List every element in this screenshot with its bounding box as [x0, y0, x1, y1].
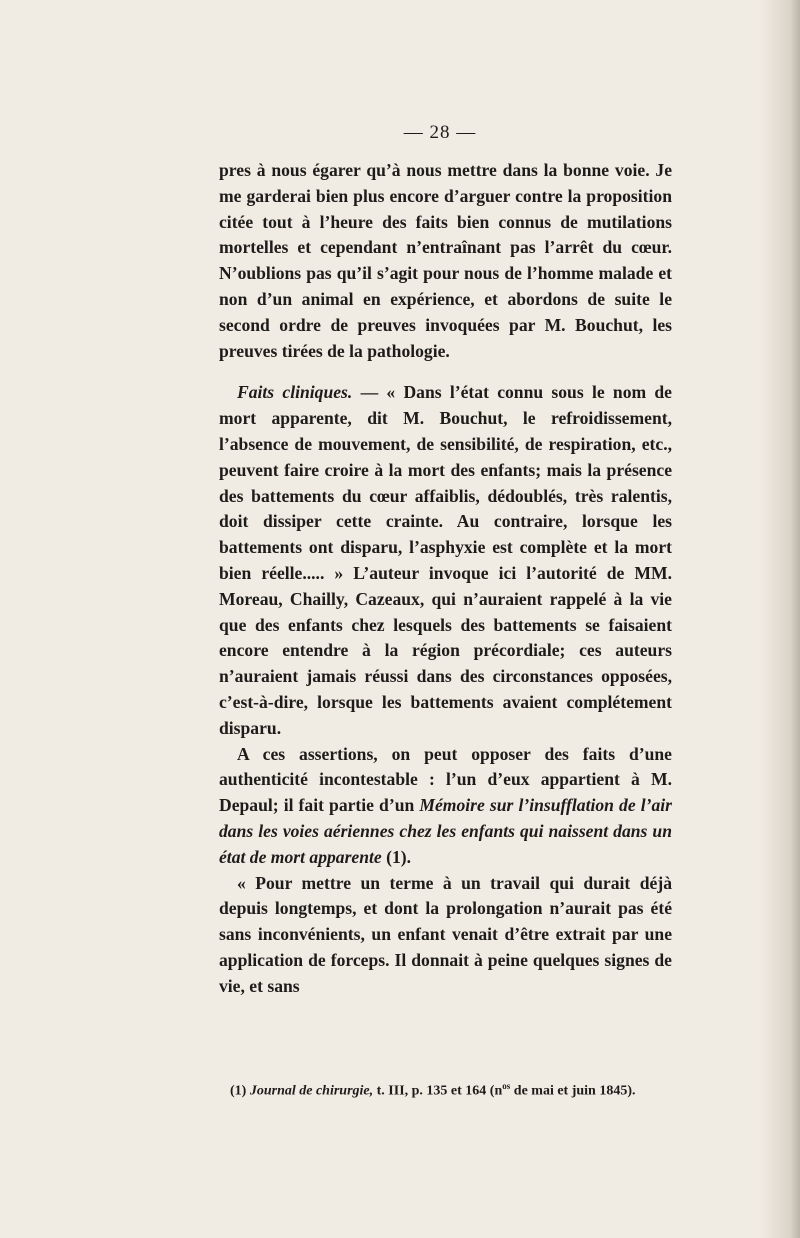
footnote-marker: (1): [230, 1083, 247, 1099]
body-text: [219, 158, 672, 1000]
section-heading-faits-cliniques: Faits cliniques.: [237, 382, 353, 403]
footnote-superscript: os: [502, 1081, 511, 1091]
paragraph-1: [219, 158, 672, 364]
paragraph-3-text-b: (1).: [381, 846, 412, 867]
paragraph-4-text: « Pour mettre un terme à un travail qui durait déjà depuis longtemps, et dont la prolongation n’aurait pas été sans inconvénients, un enfant venait d’être extrait par une application de forceps. Il donnait à peine quelques signes de vie, et sans: [219, 872, 672, 996]
paragraph-3: [219, 742, 672, 871]
footnote: [230, 1081, 690, 1100]
page-number: — 28 —: [403, 122, 477, 143]
footnote-details-b: de mai et juin 1845).: [510, 1083, 636, 1099]
footnote-details-a: t. III, p. 135 et 164 (n: [373, 1083, 503, 1099]
paragraph-4: [219, 871, 672, 1000]
memoire-title: Mémoire sur l’insufflation de l’air dans les voies aériennes chez les enfants qui naissent dans un état de mort apparente: [219, 795, 672, 867]
footnote-journal: Journal de chirurgie,: [249, 1083, 374, 1099]
paragraph-2-text: — « Dans l’état connu sous le nom de mort apparente, dit M. Bouchut, le refroidissement, l’absence de mouvement, de sensibilité, de respiration, etc., peuvent faire croire à la mort des enfants; mais la présence des battements du cœur affaiblis, dédoublés, très ralentis, doit dissiper cette crainte. Au contraire, lorsque les battements ont disparu, l’asphyxie est complète et la mort bien réelle..... » L’auteur invoque ici l’autorité de MM. Moreau, Chailly, Cazeaux, qui n’auraient rappelé à la vie que des enfants chez lesquels des battements se faisaient encore entendre à la région précordiale; ces auteurs n’auraient jamais réussi dans des circonstances opposées, c’est-à-dire, lorsque les battements avaient complétement disparu.: [219, 382, 672, 738]
paragraph-3-text-a: A ces assertions, on peut opposer des faits d’une authenticité incontestable : l’un d’eux appartient à M. Depaul; il fait partie d’un: [219, 743, 672, 816]
paragraph-1-text: pres à nous égarer qu’à nous mettre dans la bonne voie. Je me garderai bien plus encore d’arguer contre la proposition citée tout à l’heure des faits bien connus de mutilations mortelles et cependant n’entraînant pas l’arrêt du cœur. N’oublions pas qu’il s’agit pour nous de l’homme malade et non d’un animal en expérience, et abordons de suite le second ordre de preuves invoquées par M. Bouchut, les preuves tirées de la pathologie.: [219, 160, 672, 361]
paragraph-2: [219, 380, 672, 741]
